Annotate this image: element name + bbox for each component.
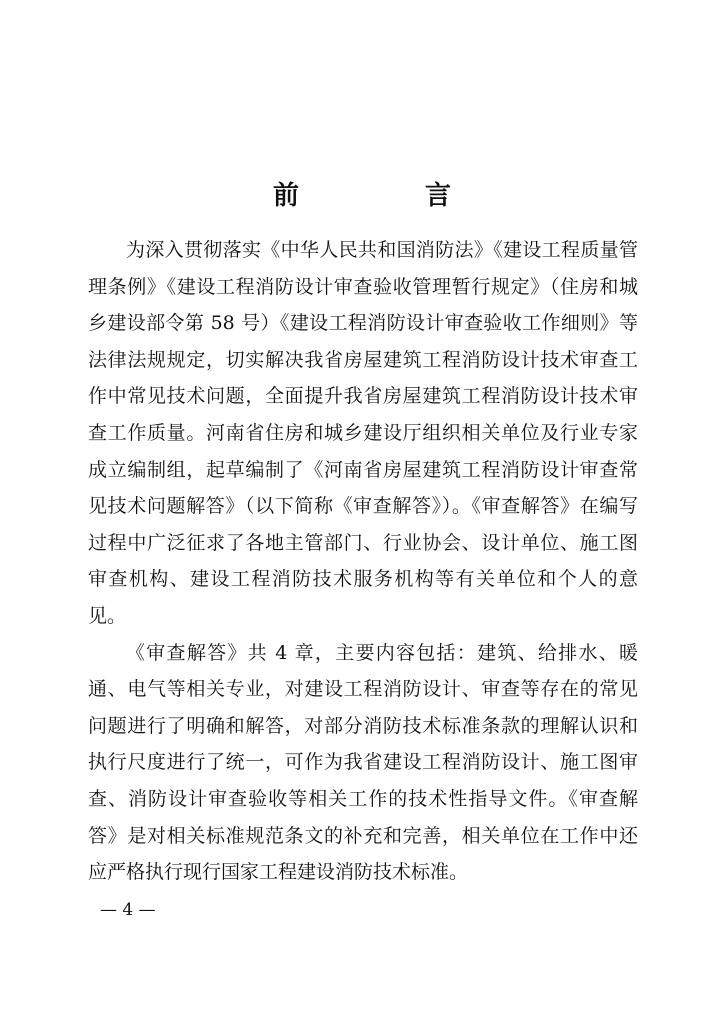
- document-body: [88, 232, 638, 891]
- paragraph-2: 《审查解答》共 4 章，主要内容包括：建筑、给排水、暖通、电气等相关专业，对建设工程消防设计、审查等存在的常见问题进行了明确和解答，对部分消防技术标准条款的理解认识和执行尺度进行了统一，可作为我省建设工程消防设计、施工图审查、消防设计审查验收等相关工作的技术性指导文件。《审查解答》是对相关标准规范条文的补充和完善，相关单位在工作中还应严格执行现行国家工程建设消防技术标准。: [88, 641, 638, 884]
- paragraph-1: 为深入贯彻落实《中华人民共和国消防法》《建设工程质量管理条例》《建设工程消防设计审查验收管理暂行规定》（住房和城乡建设部令第 58 号）《建设工程消防设计审查验收工作细则》等法律法规规定，切实解决我省房屋建筑工程消防设计技术审查工作中常见技术问题，全面提升我省房屋建筑工程消防设计技术审查工作质量。河南省住房和城乡建设厅组织相关单位及行业专家成立编制组，起草编制了《河南省房屋建筑工程消防设计审查常见技术问题解答》（以下简称《审查解答》）。《审查解答》在编写过程中广泛征求了各地主管部门、行业协会、设计单位、施工图审查机构、建设工程消防技术服务机构等有关单位和个人的意见。: [88, 239, 638, 627]
- page-number: — 4 —: [100, 900, 156, 920]
- page-title: 前 言: [272, 181, 501, 211]
